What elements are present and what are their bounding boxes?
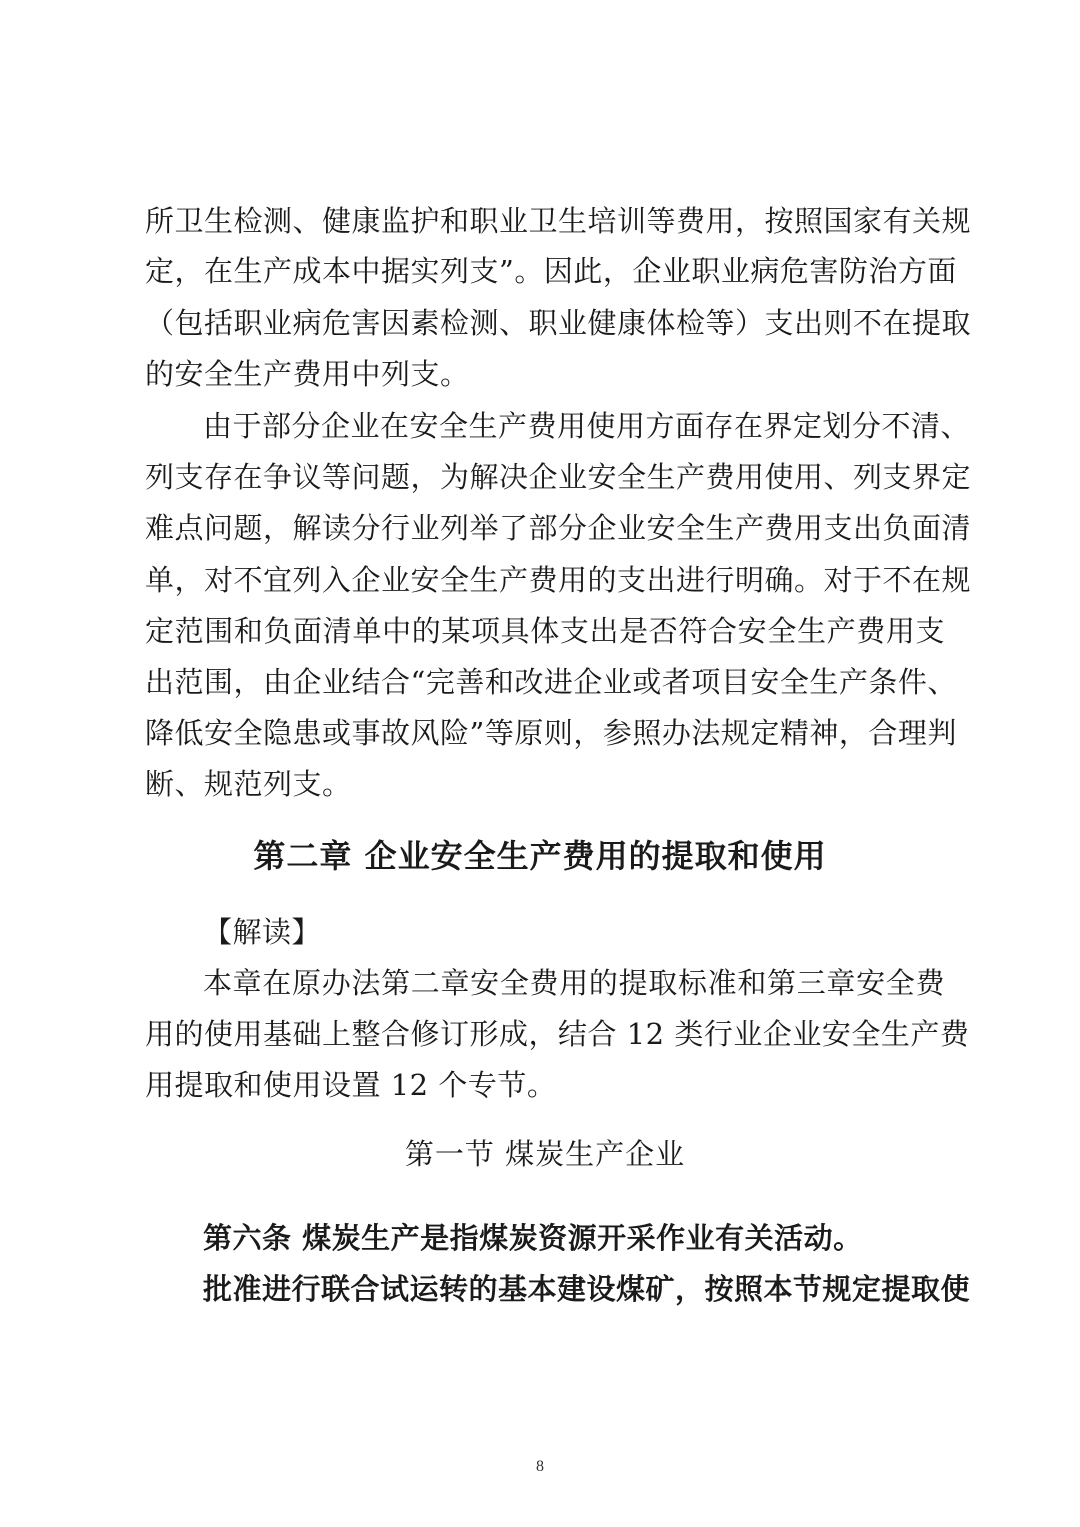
text-line: 定范围和负面清单中的某项具体支出是否符合安全生产费用支 xyxy=(145,614,945,648)
text-line: 降低安全隐患或事故风险”等原则，参照办法规定精神，合理判 xyxy=(145,716,957,750)
text-line: 出范围，由企业结合“完善和改进企业或者项目安全生产条件、 xyxy=(145,665,957,699)
text-line: 单，对不宜列入企业安全生产费用的支出进行明确。对于不在规 xyxy=(145,563,972,597)
text-line: 所卫生检测、健康监护和职业卫生培训等费用，按照国家有关规 xyxy=(145,204,972,238)
text-line: 用的使用基础上整合修订形成，结合 12 类行业企业安全生产费 xyxy=(145,1017,970,1051)
text-line: （包括职业病危害因素检测、职业健康体检等）支出则不在提取 xyxy=(145,306,972,340)
text-line: 难点问题，解读分行业列举了部分企业安全生产费用支出负面清 xyxy=(145,511,972,545)
article-heading-line: 第六条 煤炭生产是指煤炭资源开采作业有关活动。 xyxy=(203,1221,863,1255)
text-line: 列支存在争议等问题，为解决企业安全生产费用使用、列支界定 xyxy=(145,460,972,494)
chapter-title: 第二章 企业安全生产费用的提取和使用 xyxy=(253,837,827,875)
section-title: 第一节 煤炭生产企业 xyxy=(404,1137,686,1171)
article-text-line: 批准进行联合试运转的基本建设煤矿，按照本节规定提取使 xyxy=(203,1272,971,1306)
text-line: 用提取和使用设置 12 个专节。 xyxy=(145,1068,557,1102)
text-line: 由于部分企业在安全生产费用使用方面存在界定划分不清、 xyxy=(203,409,971,443)
interpretation-label: 【解读】 xyxy=(203,915,322,949)
text-line: 定，在生产成本中据实列支”。因此，企业职业病危害防治方面 xyxy=(145,254,957,288)
text-line: 的安全生产费用中列支。 xyxy=(145,357,470,391)
text-line: 本章在原办法第二章安全费用的提取标准和第三章安全费 xyxy=(203,966,945,1000)
text-line: 断、规范列支。 xyxy=(145,767,352,801)
page-number: 8 xyxy=(536,1458,544,1475)
